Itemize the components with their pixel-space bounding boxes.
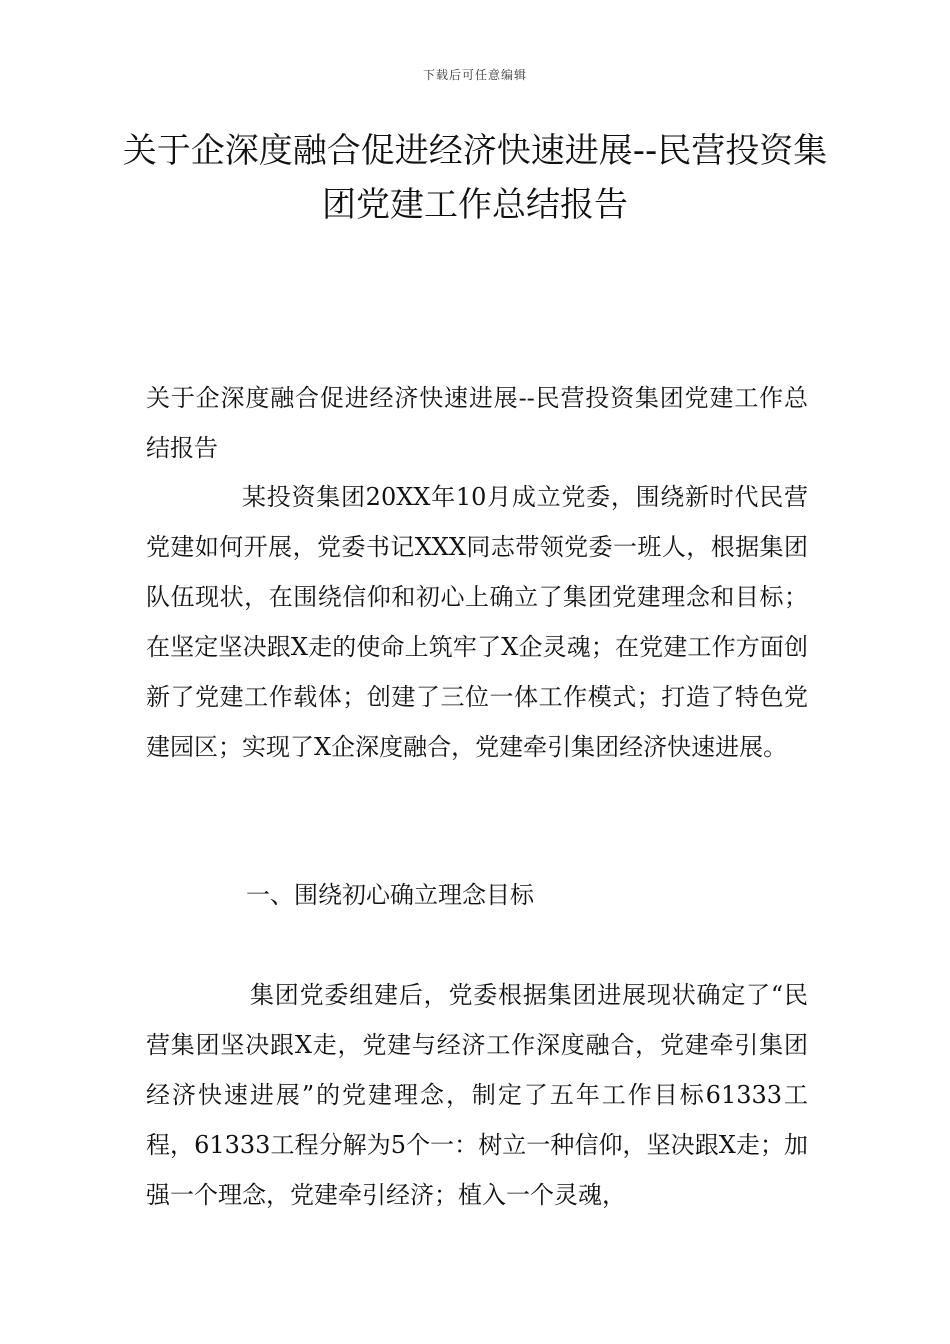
intro-paragraph: 某投资集团20XX年10月成立党委，围绕新时代民营党建如何开展，党委书记XXX同志带领党委一班人，根据集团队伍现状，在围绕信仰和初心上确立了集团党建理念和目标；在坚定坚决跟X走的使命上筑牢了X企灵魂；在党建工作方面创新了党建工作载体；创建了三位一体工作模式；打造了特色党建园区；实现了X企深度融合，党建牵引集团经济快速进展。 xyxy=(146,483,808,761)
document-title: 关于企深度融合促进经济快速进展--民营投资集团党建工作总结报告 xyxy=(122,131,828,225)
section-heading-1: 一、围绕初心确立理念目标 xyxy=(246,881,534,909)
page-header-note: 下载后可任意编辑 xyxy=(422,68,527,82)
document-subtitle: 关于企深度融合促进经济快速进展--民营投资集团党建工作总结报告 xyxy=(146,384,808,462)
section-1-paragraph: 集团党委组建后，党委根据集团进展现状确定了“民营集团坚决跟X走，党建与经济工作深度融合，党建牵引集团经济快速进展”的党建理念，制定了五年工作目标61333工程，61333工程分解为5个一：树立一种信仰，坚决跟X走；加强一个理念，党建牵引经济；植入一个灵魂， xyxy=(146,981,808,1209)
